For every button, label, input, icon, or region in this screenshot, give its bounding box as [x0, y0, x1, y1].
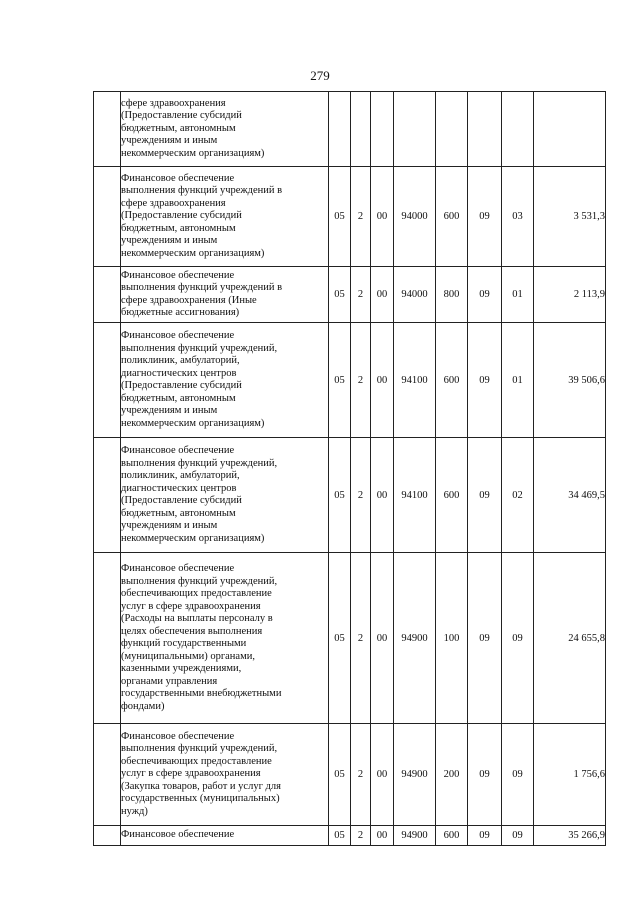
- section-code-cell: 05: [329, 553, 351, 724]
- section-code-cell: [329, 92, 351, 167]
- description-line: Финансовое обеспечение: [121, 269, 235, 281]
- table-row: [94, 553, 606, 724]
- description-line: поликлиник, амбулаторий,: [121, 470, 240, 481]
- section-cell: 09: [468, 724, 502, 826]
- description-line: казенными учреждениями,: [121, 663, 242, 674]
- row-number-cell: [94, 167, 121, 267]
- description-line: некоммерческим организациям): [121, 247, 265, 259]
- description-line: услуг в сфере здравоохранения: [121, 600, 261, 612]
- description-line: фондами): [121, 700, 165, 712]
- subsection-code-cell: 2: [351, 323, 371, 438]
- description-line: сфере здравоохранения: [121, 197, 226, 209]
- program-code-cell: 00: [371, 724, 394, 826]
- table-row: [94, 323, 606, 438]
- row-number-cell: [94, 826, 121, 846]
- section-cell: 09: [468, 553, 502, 724]
- description-line: государственными внебюджетными: [121, 688, 282, 699]
- subsection-code-cell: 2: [351, 553, 371, 724]
- description-line: (Расходы на выплаты персоналу в: [121, 613, 273, 624]
- subsection-cell: 02: [502, 438, 534, 553]
- expense-type-cell: [436, 92, 468, 167]
- description-line: услуг в сфере здравоохранения: [121, 768, 261, 780]
- table-row: [94, 724, 606, 826]
- section-code-cell: 05: [329, 323, 351, 438]
- description-line: нужд): [121, 805, 148, 817]
- description-cell: [121, 826, 329, 846]
- subsection-cell: 03: [502, 167, 534, 267]
- description-line: Финансовое обеспечение: [121, 829, 235, 841]
- description-line: учреждениям и иным: [121, 520, 218, 531]
- description-line: поликлиник, амбулаторий,: [121, 355, 240, 366]
- description-line: (Предоставление субсидий: [121, 495, 242, 506]
- amount-cell: 35 266,9: [534, 826, 606, 846]
- description-line: (Предоставление субсидий: [121, 110, 242, 122]
- description-line: органами управления: [121, 675, 218, 687]
- page-number: 279: [310, 68, 330, 83]
- program-code-cell: 00: [371, 438, 394, 553]
- expense-type-cell: 200: [436, 724, 468, 826]
- description-line: выполнения функций учреждений,: [121, 342, 278, 354]
- section-code-cell: 05: [329, 724, 351, 826]
- description-line: (Закупка товаров, работ и услуг для: [121, 780, 281, 792]
- row-number-cell: [94, 553, 121, 724]
- description-line: выполнения функций учреждений,: [121, 575, 278, 587]
- description-cell: [121, 323, 329, 438]
- row-number-cell: [94, 438, 121, 553]
- amount-cell: 2 113,9: [534, 267, 606, 323]
- program-code-cell: [371, 92, 394, 167]
- program-code-cell: 00: [371, 826, 394, 846]
- description-line: Финансовое обеспечение: [121, 730, 235, 742]
- description-cell: [121, 267, 329, 323]
- section-cell: 09: [468, 167, 502, 267]
- description-line: (Предоставление субсидий: [121, 380, 242, 391]
- description-line: Финансовое обеспечение: [121, 563, 235, 574]
- amount-cell: 39 506,6: [534, 323, 606, 438]
- description-line: некоммерческим организациям): [121, 147, 265, 159]
- description-line: целях обеспечения выполнения: [121, 625, 263, 637]
- target-article-cell: 94900: [394, 724, 436, 826]
- target-article-cell: 94100: [394, 323, 436, 438]
- description-line: сфере здравоохранения: [121, 97, 226, 109]
- description-line: учреждениям и иным: [121, 405, 218, 416]
- description-cell: [121, 724, 329, 826]
- description-cell: [121, 438, 329, 553]
- subsection-code-cell: 2: [351, 167, 371, 267]
- program-code-cell: 00: [371, 267, 394, 323]
- target-article-cell: 94900: [394, 553, 436, 724]
- subsection-code-cell: 2: [351, 438, 371, 553]
- amount-cell: 34 469,5: [534, 438, 606, 553]
- section-cell: 09: [468, 438, 502, 553]
- row-number-cell: [94, 724, 121, 826]
- program-code-cell: 00: [371, 323, 394, 438]
- description-line: некоммерческим организациям): [121, 532, 265, 544]
- program-code-cell: 00: [371, 167, 394, 267]
- subsection-code-cell: 2: [351, 724, 371, 826]
- description-cell: [121, 92, 329, 167]
- target-article-cell: 94000: [394, 167, 436, 267]
- description-line: обеспечивающих предоставление: [121, 755, 272, 767]
- description-line: Финансовое обеспечение: [121, 172, 235, 184]
- description-cell: [121, 553, 329, 724]
- section-cell: 09: [468, 826, 502, 846]
- amount-cell: 1 756,6: [534, 724, 606, 826]
- amount-cell: [534, 92, 606, 167]
- description-line: (Предоставление субсидий: [121, 210, 242, 222]
- description-line: функций государственными: [121, 638, 247, 649]
- description-line: бюджетным, автономным: [121, 122, 236, 134]
- section-code-cell: 05: [329, 267, 351, 323]
- target-article-cell: 94100: [394, 438, 436, 553]
- section-code-cell: 05: [329, 826, 351, 846]
- section-cell: 09: [468, 267, 502, 323]
- expense-type-cell: 600: [436, 438, 468, 553]
- row-number-cell: [94, 323, 121, 438]
- subsection-cell: 01: [502, 267, 534, 323]
- description-line: бюджетные ассигнования): [121, 307, 240, 318]
- section-code-cell: 05: [329, 167, 351, 267]
- description-line: выполнения функций учреждений,: [121, 743, 278, 755]
- description-cell: [121, 167, 329, 267]
- table-row: [94, 167, 606, 267]
- description-line: обеспечивающих предоставление: [121, 588, 272, 599]
- description-line: Финансовое обеспечение: [121, 330, 235, 341]
- section-code-cell: 05: [329, 438, 351, 553]
- subsection-cell: 09: [502, 724, 534, 826]
- section-cell: [468, 92, 502, 167]
- amount-cell: 3 531,3: [534, 167, 606, 267]
- description-line: выполнения функций учреждений в: [121, 185, 283, 197]
- description-line: диагностических центров: [121, 367, 237, 379]
- description-line: бюджетным, автономным: [121, 392, 236, 404]
- subsection-cell: 09: [502, 553, 534, 724]
- target-article-cell: 94000: [394, 267, 436, 323]
- table-row: [94, 92, 606, 167]
- row-number-cell: [94, 92, 121, 167]
- expense-type-cell: 600: [436, 167, 468, 267]
- target-article-cell: 94900: [394, 826, 436, 846]
- expense-type-cell: 600: [436, 826, 468, 846]
- description-line: выполнения функций учреждений,: [121, 457, 278, 469]
- subsection-cell: 01: [502, 323, 534, 438]
- target-article-cell: [394, 92, 436, 167]
- description-line: сфере здравоохранения (Иные: [121, 294, 257, 306]
- subsection-code-cell: [351, 92, 371, 167]
- table-row: [94, 438, 606, 553]
- subsection-code-cell: 2: [351, 267, 371, 323]
- budget-table: [93, 91, 606, 846]
- description-line: диагностических центров: [121, 482, 237, 494]
- subsection-cell: 09: [502, 826, 534, 846]
- program-code-cell: 00: [371, 553, 394, 724]
- expense-type-cell: 100: [436, 553, 468, 724]
- amount-cell: 24 655,8: [534, 553, 606, 724]
- description-line: учреждениям и иным: [121, 235, 218, 247]
- subsection-code-cell: 2: [351, 826, 371, 846]
- description-line: бюджетным, автономным: [121, 507, 236, 519]
- description-line: учреждениям и иным: [121, 135, 218, 147]
- description-line: государственных (муниципальных): [121, 793, 280, 805]
- table-row: [94, 826, 606, 846]
- description-line: выполнения функций учреждений в: [121, 282, 283, 293]
- expense-type-cell: 600: [436, 323, 468, 438]
- row-number-cell: [94, 267, 121, 323]
- subsection-cell: [502, 92, 534, 167]
- description-line: (муниципальными) органами,: [121, 650, 255, 662]
- expense-type-cell: 800: [436, 267, 468, 323]
- section-cell: 09: [468, 323, 502, 438]
- description-line: некоммерческим организациям): [121, 417, 265, 429]
- description-line: Финансовое обеспечение: [121, 445, 235, 456]
- description-line: бюджетным, автономным: [121, 222, 236, 234]
- table-row: [94, 267, 606, 323]
